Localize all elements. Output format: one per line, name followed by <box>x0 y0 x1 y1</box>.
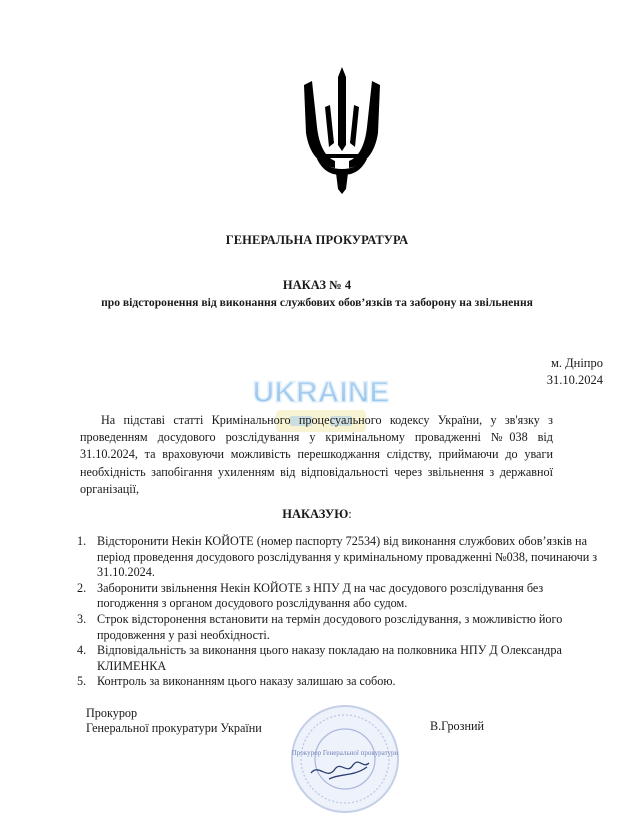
signer-position-line2: Генеральної прокуратури України <box>86 720 262 735</box>
item-number: 1. <box>77 534 87 548</box>
signer-position <box>86 706 262 735</box>
item-number: 5. <box>77 674 87 689</box>
list-item <box>77 643 603 674</box>
item-text: Строк відсторонення встановити на термін досудового розслідування, з можливістю його продовження у разі необхідності. <box>97 611 563 642</box>
list-item <box>77 581 603 612</box>
organization-heading: ГЕНЕРАЛЬНА ПРОКУРАТУРА <box>225 233 409 247</box>
item-text: Відсторонити Некін КОЙОТЕ (номер паспорту 72534) від виконання службових обов’язків на період проведення досудового розслідування у кримінальному провадженні №038, починаючи з 31.10.2024. <box>97 534 598 580</box>
item-text: Заборонити звільнення Некін КОЙОТЕ з НПУ Д на час досудового розслідування без погодження з органом досудового розслідування або судом. <box>97 580 544 611</box>
list-item <box>77 612 603 643</box>
city: м. Дніпро <box>550 356 603 370</box>
place-date-block <box>547 355 603 389</box>
item-number: 3. <box>77 611 87 626</box>
order-items-list <box>77 534 603 690</box>
order-title: про відсторонення від виконання службових обов’язків та заборону на звільнення <box>101 296 533 309</box>
stamp-text: Прокурор Генеральної прокуратури <box>291 749 399 757</box>
orders-heading-colon: : <box>348 507 352 521</box>
list-item <box>77 534 603 581</box>
signer-position-line1: Прокурор <box>86 706 138 720</box>
item-number: 4. <box>77 643 87 658</box>
signer-name: В.Грозний <box>430 719 485 733</box>
preamble-text: На підставі статті Кримінального процесуального кодексу України, у зв'язку з проведенням досудового розслідування у кримінальному провадженні №038 від 31.10.2024, та враховуючи можливість перешкоджання слідству, приймаючи до уваги необхідність запобігання ухиленням від відповідальності через звільнення з державної організації, <box>80 413 553 496</box>
item-number: 2. <box>77 580 87 595</box>
coat-of-arms-trident-icon <box>301 67 383 194</box>
orders-heading-text: НАКАЗУЮ <box>282 507 349 521</box>
orders-heading <box>0 507 634 522</box>
official-stamp <box>289 703 401 815</box>
date: 31.10.2024 <box>546 373 603 387</box>
item-text: Відповідальність за виконання цього наказу покладаю на полковника НПУ Д Олександра КЛИМЕНКА <box>97 643 562 673</box>
watermark-text: UKRAINE <box>252 376 390 409</box>
order-number: НАКАЗ № 4 <box>282 278 352 292</box>
preamble <box>80 412 553 498</box>
list-item <box>77 674 603 690</box>
item-text: Контроль за виконанням цього наказу залишаю за собою. <box>97 674 396 689</box>
